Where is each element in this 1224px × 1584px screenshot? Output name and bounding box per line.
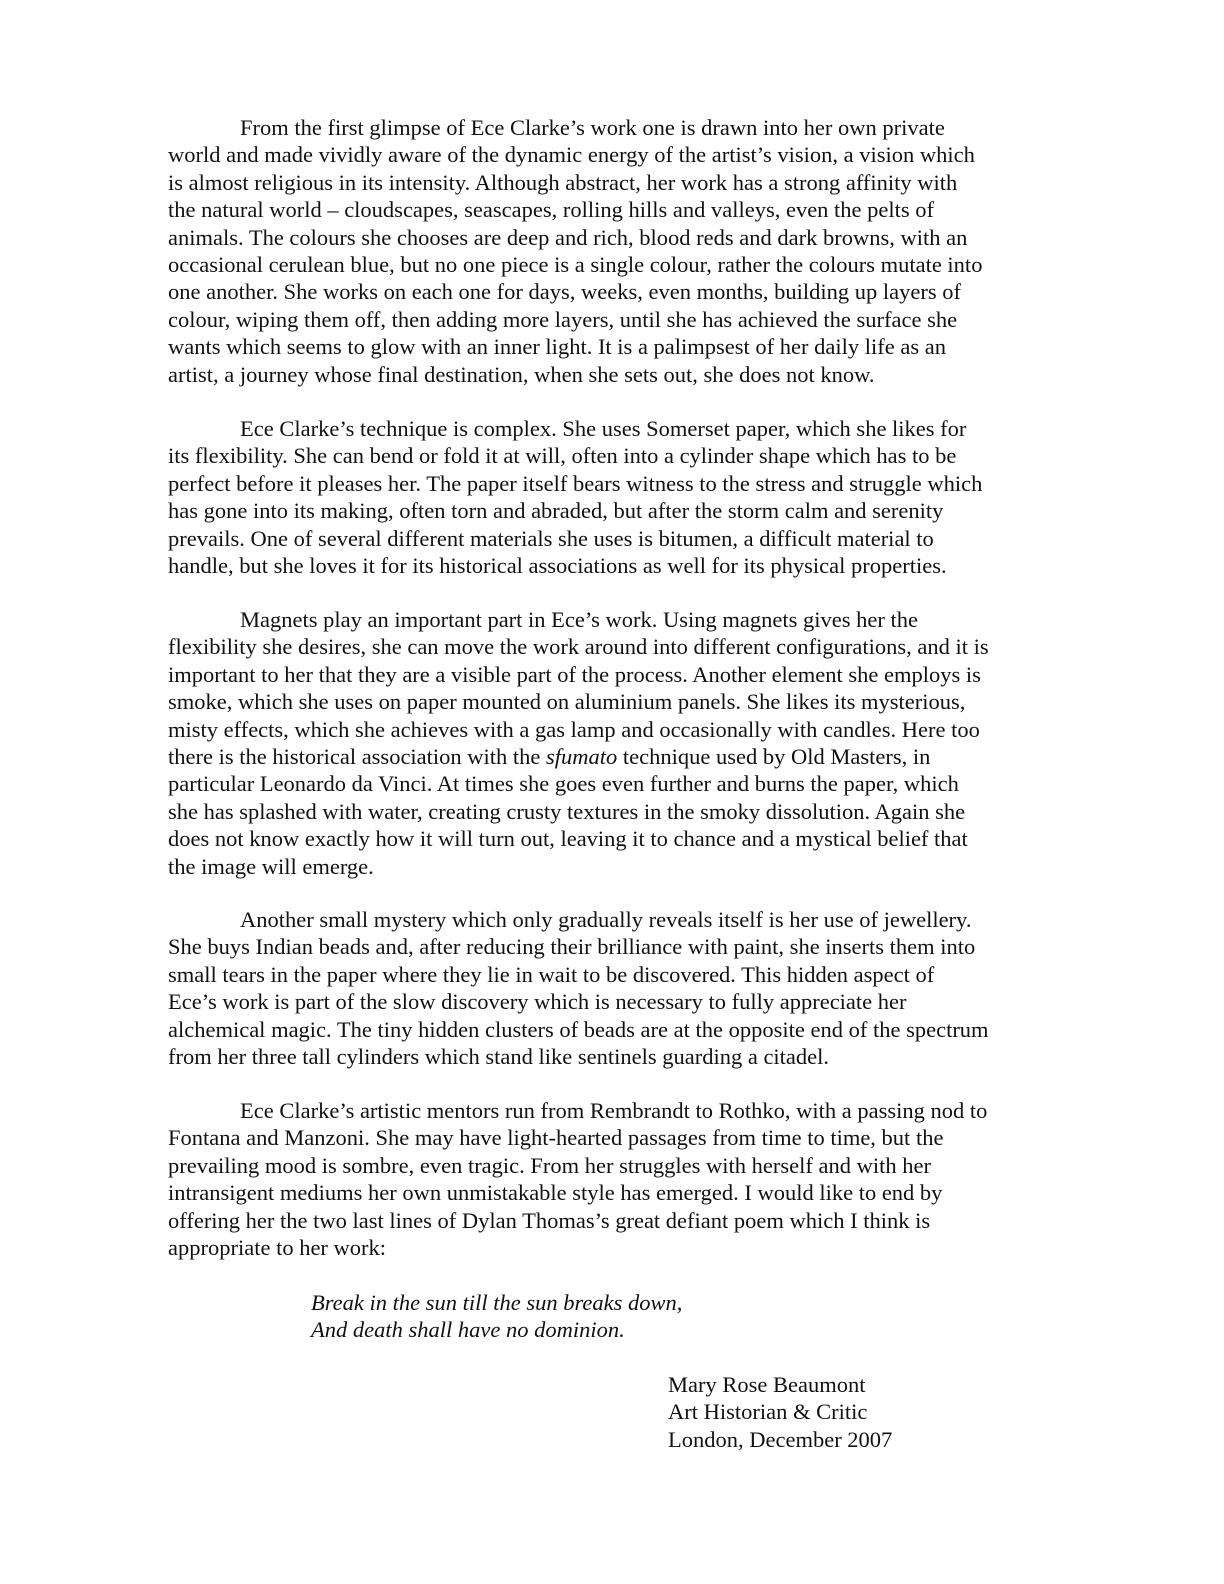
paragraph-4 <box>168 906 1068 1070</box>
paragraph-line: perfect before it pleases her. The paper itself bears witness to the stress and struggle which <box>168 470 983 496</box>
line-start: there is the historical association with the <box>168 743 547 769</box>
paragraph-line: does not know exactly how it will turn out, leaving it to chance and a mystical belief that <box>168 826 968 852</box>
paragraph-line: animals. The colours she chooses are deep and rich, blood reds and dark browns, with an <box>168 224 968 250</box>
paragraph-line: the image will emerge. <box>168 853 374 879</box>
paragraph-line: wants which seems to glow with an inner light. It is a palimpsest of her daily life as an <box>168 334 946 360</box>
paragraph-line: intransigent mediums her own unmistakable style has emerged. I would like to end by <box>168 1180 943 1206</box>
paragraph-line: she has splashed with water, creating crusty textures in the smoky dissolution. Again she <box>168 798 966 824</box>
paragraph-2 <box>168 415 1068 579</box>
paragraph-line: Ece’s work is part of the slow discovery which is necessary to fully appreciate her <box>168 989 907 1015</box>
line-end: technique used by Old Masters, in <box>617 743 931 769</box>
paragraph-line: offering her the two last lines of Dylan Thomas’s great defiant poem which I think is <box>168 1207 931 1233</box>
italic-term: sfumato <box>546 743 618 769</box>
poem-line: Break in the sun till the sun breaks down, <box>311 1290 683 1315</box>
paragraph-3 <box>168 606 1068 880</box>
paragraph-line: colour, wiping them off, then adding more layers, until she has achieved the surface she <box>168 306 958 332</box>
author-name: Mary Rose Beaumont <box>668 1372 866 1397</box>
paragraph-line: prevails. One of several different materials she uses is bitumen, a difficult material to <box>168 525 934 551</box>
paragraph-line-with-italic <box>168 743 1068 770</box>
paragraph-line: Ece Clarke’s artistic mentors run from Rembrandt to Rothko, with a passing nod to <box>240 1098 988 1123</box>
paragraph-line: She buys Indian beads and, after reducing their brilliance with paint, she inserts them into <box>168 934 976 960</box>
paragraph-line: occasional cerulean blue, but no one piece is a single colour, rather the colours mutate into <box>168 251 983 277</box>
paragraph-line: Fontana and Manzoni. She may have light-hearted passages from time to time, but the <box>168 1125 944 1151</box>
paragraph-5 <box>168 1097 1068 1261</box>
paragraph-line: particular Leonardo da Vinci. At times she goes even further and burns the paper, which <box>168 771 959 797</box>
paragraph-line: prevailing mood is sombre, even tragic. From her struggles with herself and with her <box>168 1152 931 1178</box>
paragraph-1 <box>168 114 1068 388</box>
paragraph-line: flexibility she desires, she can move the work around into different configurations, and it is <box>168 634 989 660</box>
paragraph-line: is almost religious in its intensity. Although abstract, her work has a strong affinity with <box>168 169 958 195</box>
paragraph-line: smoke, which she uses on paper mounted on aluminium panels. She likes its mysterious, <box>168 689 966 715</box>
paragraph-line: misty effects, which she achieves with a gas lamp and occasionally with candles. Here too <box>168 716 980 742</box>
paragraph-line: world and made vividly aware of the dynamic energy of the artist’s vision, a vision which <box>168 142 975 168</box>
paragraph-line: From the first glimpse of Ece Clarke’s work one is drawn into her own private <box>240 115 945 140</box>
paragraph-line: has gone into its making, often torn and abraded, but after the storm calm and serenity <box>168 498 944 524</box>
poem-line: And death shall have no dominion. <box>311 1317 625 1343</box>
paragraph-line: Ece Clarke’s technique is complex. She uses Somerset paper, which she likes for <box>240 416 967 441</box>
place-date: London, December 2007 <box>668 1426 893 1452</box>
paragraph-line: handle, but she loves it for its historical associations as well for its physical properties. <box>168 552 947 578</box>
paragraph-line: artist, a journey whose final destination, when she sets out, she does not know. <box>168 361 875 387</box>
paragraph-line: Another small mystery which only gradually reveals itself is her use of jewellery. <box>240 907 972 932</box>
paragraph-line: appropriate to her work: <box>168 1234 387 1260</box>
author-role: Art Historian & Critic <box>668 1399 868 1425</box>
paragraph-line: alchemical magic. The tiny hidden clusters of beads are at the opposite end of the spectrum <box>168 1016 989 1042</box>
poem-quote <box>311 1289 682 1344</box>
paragraph-line: its flexibility. She can bend or fold it at will, often into a cylinder shape which has to be <box>168 443 957 469</box>
signature-block <box>668 1371 892 1453</box>
paragraph-line: small tears in the paper where they lie in wait to be discovered. This hidden aspect of <box>168 961 935 987</box>
paragraph-line: important to her that they are a visible part of the process. Another element she employs is <box>168 661 981 687</box>
paragraph-line: from her three tall cylinders which stand like sentinels guarding a citadel. <box>168 1043 830 1069</box>
paragraph-line: one another. She works on each one for days, weeks, even months, building up layers of <box>168 279 961 305</box>
paragraph-line: Magnets play an important part in Ece’s work. Using magnets gives her the <box>240 607 918 632</box>
paragraph-line: the natural world – cloudscapes, seascapes, rolling hills and valleys, even the pelts of <box>168 197 935 223</box>
